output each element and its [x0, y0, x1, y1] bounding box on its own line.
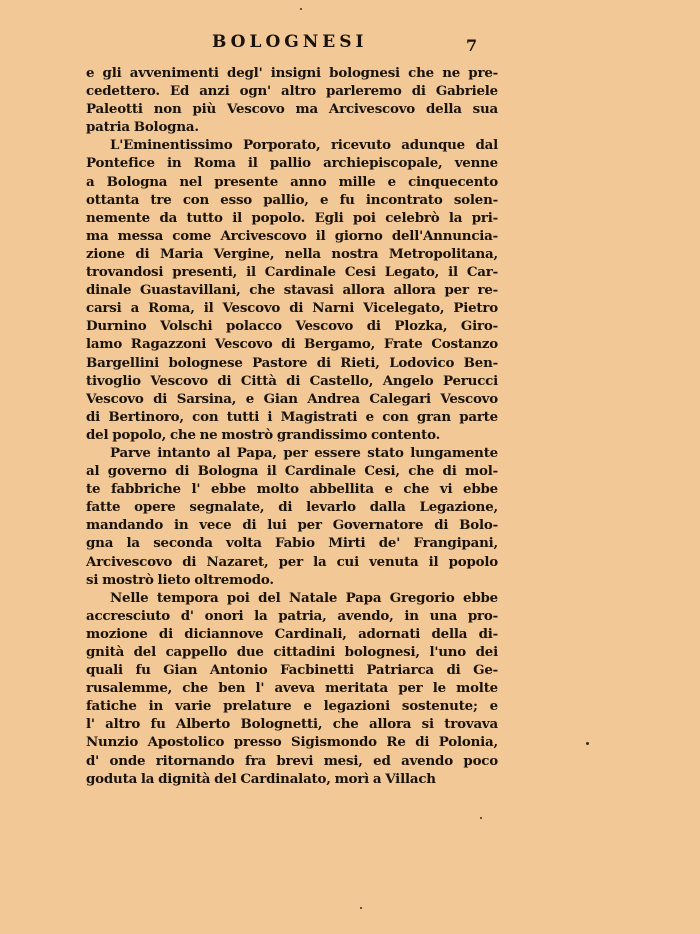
- text-line: si mostrò lieto oltremodo.: [86, 571, 274, 588]
- text-line: mozione di diciannove Cardinali, adornati della di-: [86, 625, 498, 642]
- text-line: Arcivescovo di Nazaret, per la cui venuta il popolo: [86, 553, 498, 570]
- text-line: Paleotti non più Vescovo ma Arcivescovo della sua: [86, 101, 498, 118]
- text-line: carsi a Roma, il Vescovo di Narni Vicelegato, Pietro: [86, 300, 498, 317]
- text-line: fatte opere segnalate, di levarlo dalla Legazione,: [86, 499, 498, 516]
- text-line: gnità del cappello due cittadini bolognesi, l'uno dei: [86, 644, 498, 660]
- text-line: Durnino Volschi polacco Vescovo di Plozka, Giro-: [86, 318, 498, 335]
- text-line: ottanta tre con esso pallio, e fu incontrato solen-: [86, 191, 498, 208]
- text-line: l' altro fu Alberto Bolognetti, che allora si trovava: [86, 716, 498, 733]
- text-line: Bargellini bolognese Pastore di Rieti, Lodovico Ben-: [86, 354, 498, 371]
- text-line: fatiche in varie prelature e legazioni sostenute; e: [86, 698, 498, 715]
- text-line: rusalemme, che ben l' aveva meritata per le molte: [86, 680, 498, 697]
- text-line: al governo di Bologna il Cardinale Cesi, che di mol-: [86, 463, 498, 480]
- text-line: del popolo, che ne mostrò grandissimo contento.: [86, 426, 441, 443]
- text-line: Nelle tempora poi del Natale Papa Gregorio ebbe: [110, 589, 498, 606]
- text-line: nemente da tutto il popolo. Egli poi celebrò la pri-: [86, 209, 498, 226]
- text-line: ma messa come Arcivescovo il giorno dell'Annuncia-: [86, 227, 498, 244]
- text-line: L'Eminentissimo Porporato, ricevuto adunque dal: [110, 137, 498, 154]
- text-line: Parve intanto al Papa, per essere stato lungamente: [110, 444, 498, 461]
- text-line: d' onde ritornando fra brevi mesi, ed avendo poco: [86, 752, 498, 769]
- paragraph: [86, 136, 498, 444]
- running-title: BOLOGNESI: [212, 32, 368, 52]
- paragraph: [86, 64, 498, 136]
- text-line: quali fu Gian Antonio Facbinetti Patriarca di Ge-: [86, 662, 498, 679]
- paragraph: [86, 444, 498, 589]
- scan-speck: [360, 907, 362, 909]
- text-line: tivoglio Vescovo di Città di Castello, Angelo Perucci: [86, 372, 498, 389]
- text-line: lamo Ragazzoni Vescovo di Bergamo, Frate Costanzo: [86, 336, 498, 353]
- text-line: gna la seconda volta Fabio Mirti de' Frangipani,: [86, 535, 498, 552]
- text-line: te fabbriche l' ebbe molto abbellita e che vi ebbe: [86, 481, 498, 498]
- text-line: Vescovo di Sarsina, e Gian Andrea Calegari Vescovo: [86, 390, 498, 407]
- paragraph: [86, 589, 498, 788]
- page-header: [0, 30, 700, 56]
- text-line: di Bertinoro, con tutti i Magistrati e con gran parte: [86, 408, 498, 425]
- text-line: e gli avvenimenti degl' insigni bolognesi che ne pre-: [86, 65, 498, 81]
- text-line: Pontefice in Roma il pallio archiepiscopale, venne: [86, 155, 498, 172]
- text-line: mandando in vece di lui per Governatore di Bolo-: [86, 517, 498, 534]
- text-line: trovandosi presenti, il Cardinale Cesi Legato, il Car-: [86, 264, 498, 281]
- scan-speck: [586, 742, 589, 745]
- text-line: patria Bologna.: [86, 119, 199, 136]
- scan-speck: [300, 8, 302, 10]
- text-line: zione di Maria Vergine, nella nostra Metropolitana,: [86, 245, 498, 262]
- text-line: goduta la dignità del Cardinalato, morì a Villach: [86, 770, 436, 787]
- scan-speck: [480, 817, 482, 819]
- page-number: 7: [466, 36, 478, 55]
- text-line: accresciuto d' onori la patria, avendo, in una pro-: [86, 607, 498, 624]
- text-line: Nunzio Apostolico presso Sigismondo Re di Polonia,: [86, 734, 498, 751]
- text-line: a Bologna nel presente anno mille e cinquecento: [86, 173, 498, 190]
- body-text: [86, 64, 498, 788]
- text-line: cedettero. Ed anzi ogn' altro parleremo di Gabriele: [86, 83, 498, 100]
- text-line: dinale Guastavillani, che stavasi allora allora per re-: [86, 282, 498, 299]
